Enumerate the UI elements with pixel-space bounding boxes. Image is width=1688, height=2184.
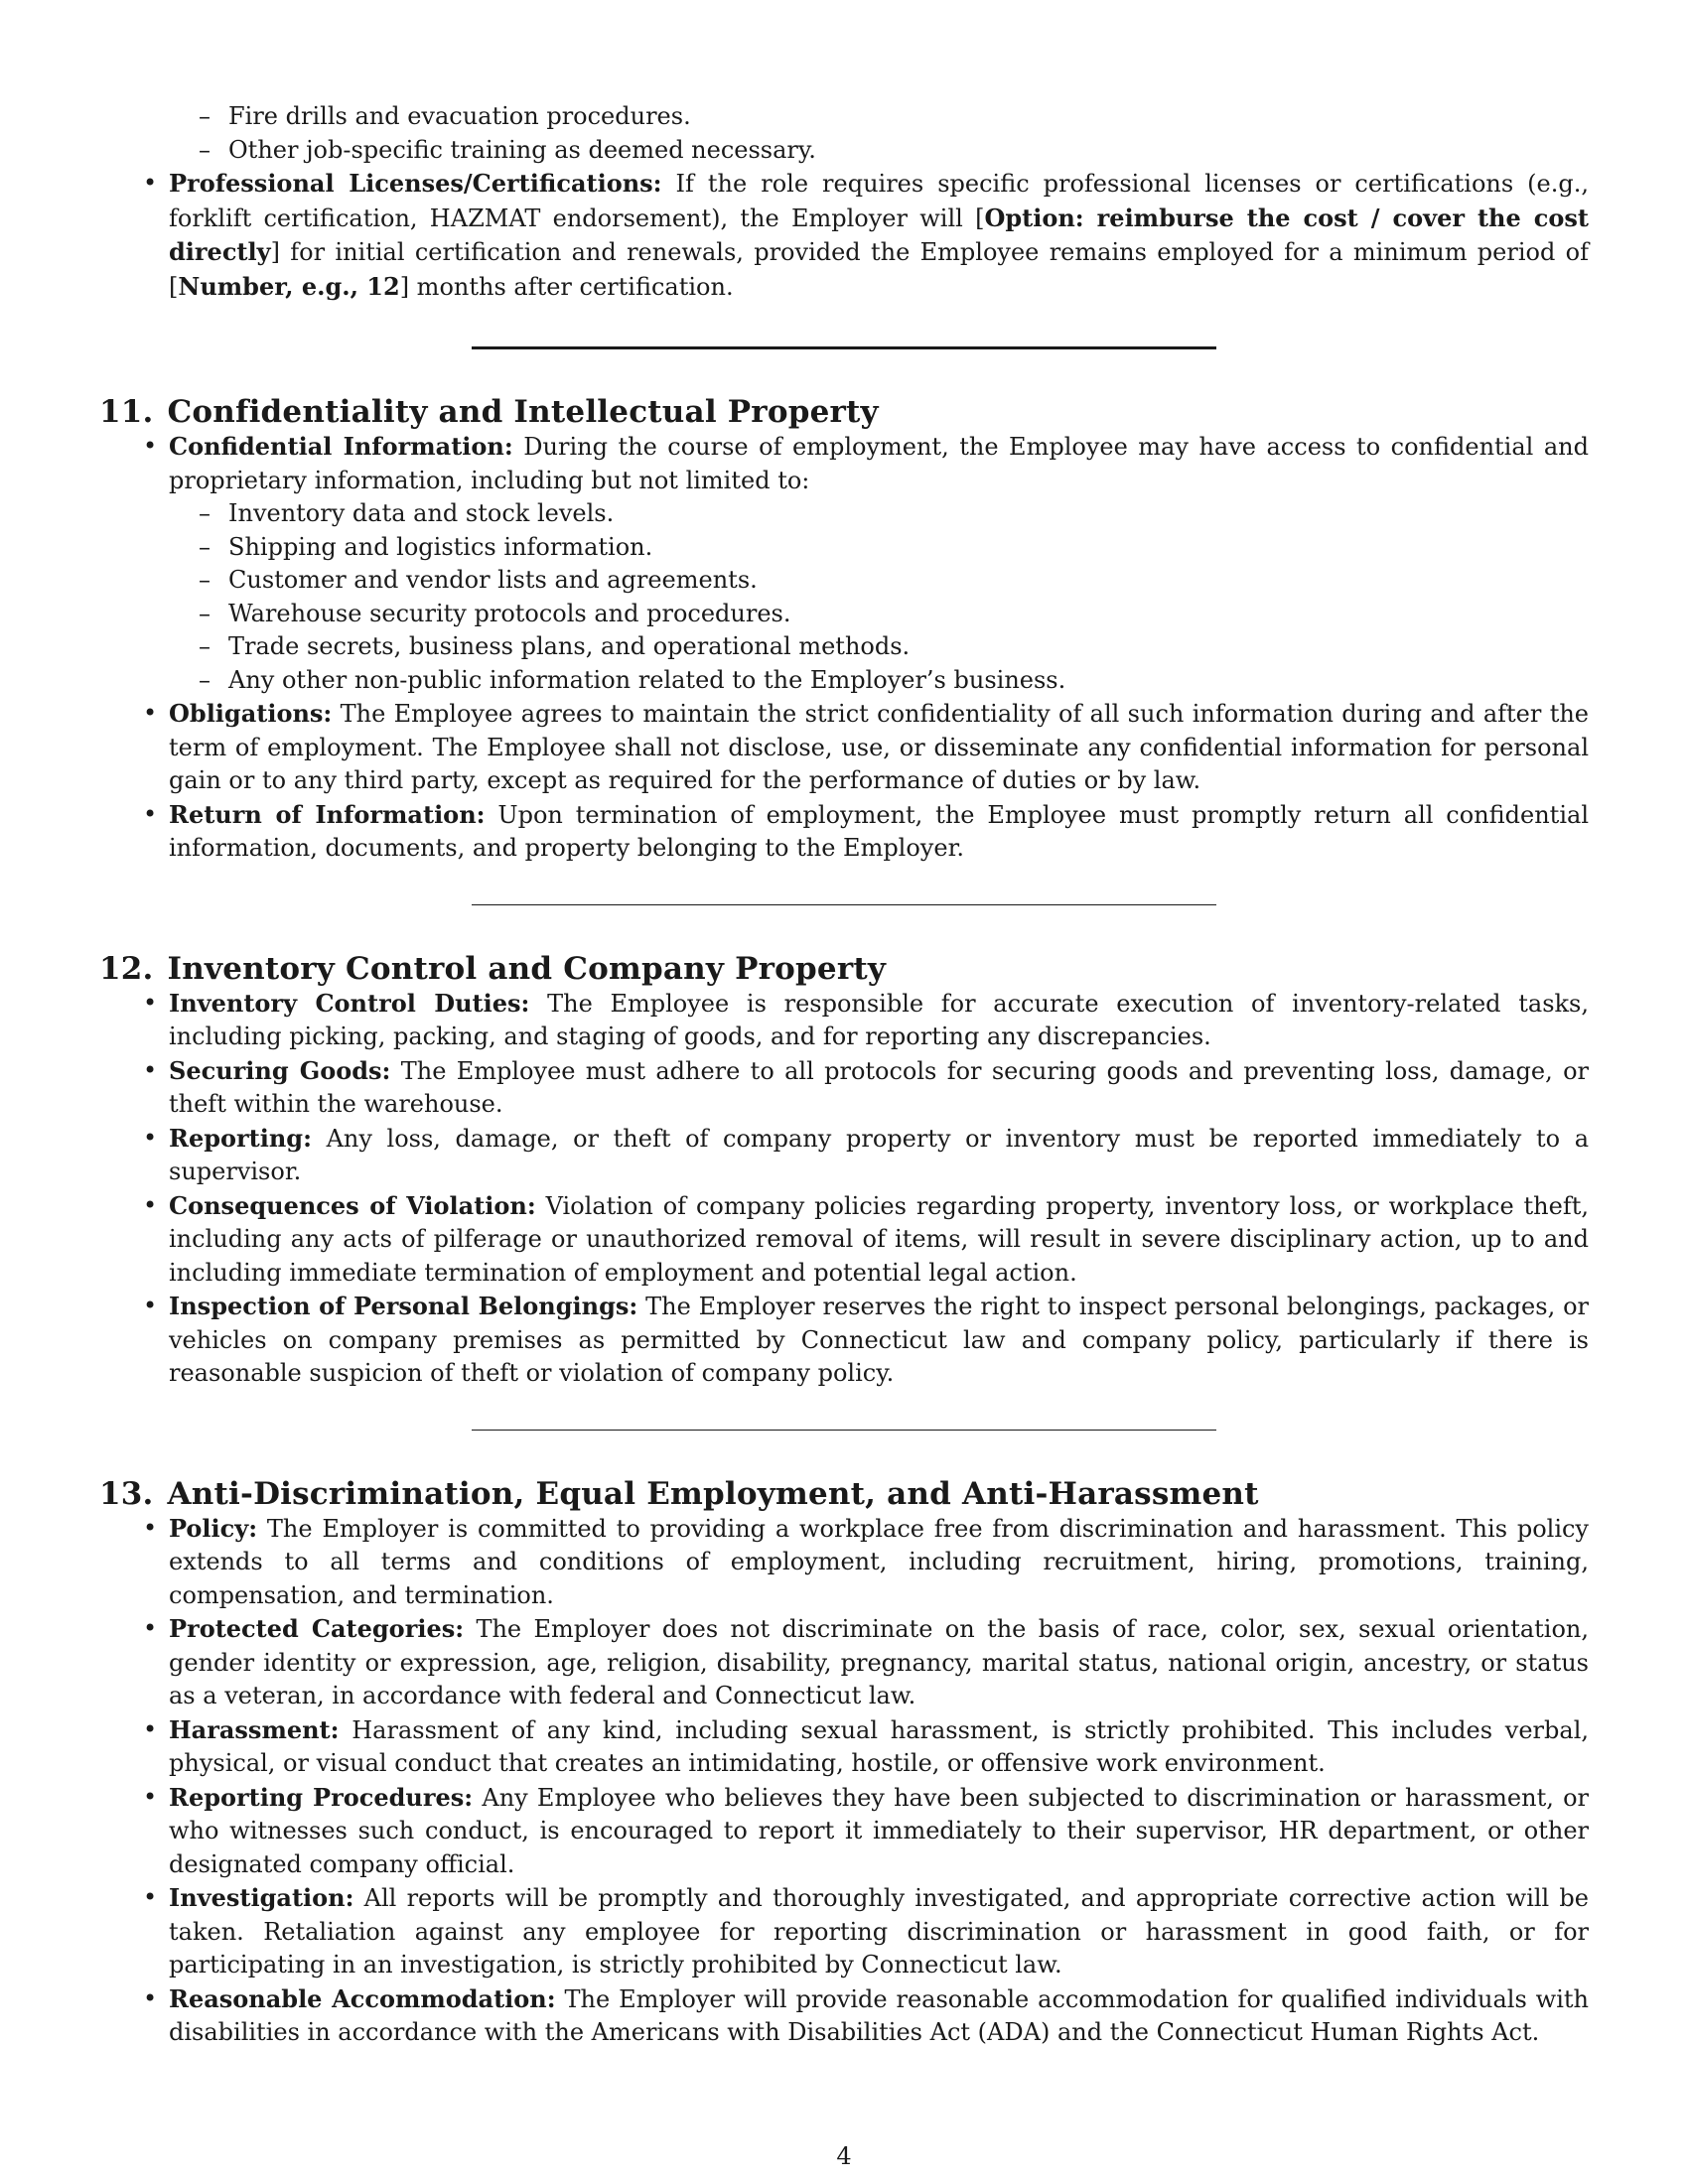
item-label: Return of Information:	[169, 799, 486, 829]
training-sublist	[99, 100, 1589, 167]
section-divider	[472, 904, 1216, 905]
licenses-list	[99, 167, 1589, 304]
list-item: – Customer and vendor lists and agreements.	[169, 564, 1589, 598]
item-label: Reporting Procedures:	[169, 1782, 474, 1812]
item-label: Reporting:	[169, 1123, 312, 1153]
confidential-sublist	[169, 497, 1589, 697]
item-label: Obligations:	[169, 699, 333, 728]
list-item: • Reporting: Any loss, damage, or theft of company property or inventory must be reported immediately to a supervisor.	[99, 1122, 1589, 1189]
item-label: Policy:	[169, 1513, 258, 1543]
item-label: Protected Categories:	[169, 1614, 465, 1643]
list-item: • Policy: The Employer is committed to providing a workplace free from discrimination and harassment. This policy extends to all terms and conditions of employment, including recruitment, hiring, promotions, training, compensation, and termination.	[99, 1512, 1589, 1613]
list-item: – Fire drills and evacuation procedures.	[99, 100, 1589, 134]
document-page	[99, 99, 1589, 2050]
list-item: • Harassment: Harassment of any kind, including sexual harassment, is strictly prohibited. This includes verbal, physical, or visual conduct that creates an intimidating, hostile, or offensive work environment.	[99, 1713, 1589, 1781]
item-label: Consequences of Violation:	[169, 1190, 536, 1220]
section-divider	[472, 346, 1216, 349]
list-item: – Other job-specific training as deemed necessary.	[99, 134, 1589, 168]
section-list	[99, 430, 1589, 866]
item-label: Confidential Information:	[169, 432, 513, 461]
section-list	[99, 987, 1589, 1391]
list-item: • Protected Categories: The Employer does not discriminate on the basis of race, color, sex, sexual orientation, gender identity or expression, age, religion, disability, pregnancy, marital status, national origin, ancestry, or status as a veteran, in accordance with federal and Connecticut law.	[99, 1612, 1589, 1713]
item-label: Securing Goods:	[169, 1055, 391, 1085]
list-item: • Reasonable Accommodation: The Employer will provide reasonable accommodation for qualified individuals with disabilities in accordance with the Americans with Disabilities Act (ADA) and the Connecticut Human Rights Act.	[99, 1982, 1589, 2050]
list-item: • Professional Licenses/Certifications: If the role requires specific professional licenses or certifications (e.g., forklift certification, HAZMAT endorsement), the Employer will [Option: reimburse the cost / cover the cost directly] for initial certification and renewals, provided the Employee remains employed for a minimum period of [Number, e.g., 12] months after certification.	[99, 167, 1589, 304]
section-heading: 12. Inventory Control and Company Property	[99, 950, 887, 987]
section-list	[99, 1512, 1589, 2050]
section-heading: 13. Anti-Discrimination, Equal Employment, and Anti-Harassment	[99, 1475, 1259, 1512]
item-label: Reasonable Accommodation:	[169, 1983, 556, 2013]
list-item: • Confidential Information: During the course of employment, the Employee may have access to confidential and proprietary information, including but not limited to: – Inventory data and stock levels. – Shipping and logistics information. – Customer and vendor lists and agreements. – Warehouse security protocols and procedures. – Trade secrets, business plans, and operational methods. – Any other non-public information related to the Employer’s business.	[99, 430, 1589, 697]
list-item: • Inventory Control Duties: The Employee is responsible for accurate execution of inventory-related tasks, including picking, packing, and staging of goods, and for reporting any discrepancies.	[99, 987, 1589, 1054]
list-item: • Reporting Procedures: Any Employee who believes they have been subjected to discrimination or harassment, or who witnesses such conduct, is encouraged to report it immediately to their supervisor, HR department, or other designated company official.	[99, 1781, 1589, 1882]
list-item: – Warehouse security protocols and procedures.	[169, 598, 1589, 631]
section-heading: 11. Confidentiality and Intellectual Property	[99, 394, 879, 430]
page-number: 4	[836, 2142, 852, 2170]
item-label: Professional Licenses/Certifications:	[169, 169, 662, 198]
item-label: Inspection of Personal Belongings:	[169, 1292, 638, 1320]
section-divider	[472, 1430, 1216, 1431]
list-item: • Investigation: All reports will be promptly and thoroughly investigated, and appropriate corrective action will be taken. Retaliation against any employee for reporting discrimination or harassment in good faith, or for participating in an investigation, is strictly prohibited by Connecticut law.	[99, 1881, 1589, 1982]
list-item: • Return of Information: Upon termination of employment, the Employee must promptly return all confidential information, documents, and property belonging to the Employer.	[99, 798, 1589, 866]
list-item: • Securing Goods: The Employee must adhere to all protocols for securing goods and preventing loss, damage, or theft within the warehouse.	[99, 1054, 1589, 1122]
list-item: • Obligations: The Employee agrees to maintain the strict confidentiality of all such information during and after the term of employment. The Employee shall not disclose, use, or disseminate any confidential information for personal gain or to any third party, except as required for the performance of duties or by law.	[99, 697, 1589, 798]
item-label: Harassment:	[169, 1714, 340, 1744]
list-item: • Consequences of Violation: Violation of company policies regarding property, inventory loss, or workplace theft, including any acts of pilferage or unauthorized removal of items, will result in severe disciplinary action, up to and including immediate termination of employment and potential legal action.	[99, 1189, 1589, 1291]
list-item: – Shipping and logistics information.	[169, 531, 1589, 565]
list-item: – Trade secrets, business plans, and operational methods.	[169, 630, 1589, 664]
list-item: – Inventory data and stock levels.	[169, 497, 1589, 531]
list-item: – Any other non-public information related to the Employer’s business.	[169, 664, 1589, 698]
list-item: • Inspection of Personal Belongings: The Employer reserves the right to inspect personal belongings, packages, or vehicles on company premises as permitted by Connecticut law and company policy, particularly if there is reasonable suspicion of theft or violation of company policy.	[99, 1290, 1589, 1391]
item-label: Investigation:	[169, 1883, 354, 1912]
item-label: Inventory Control Duties:	[169, 988, 530, 1018]
